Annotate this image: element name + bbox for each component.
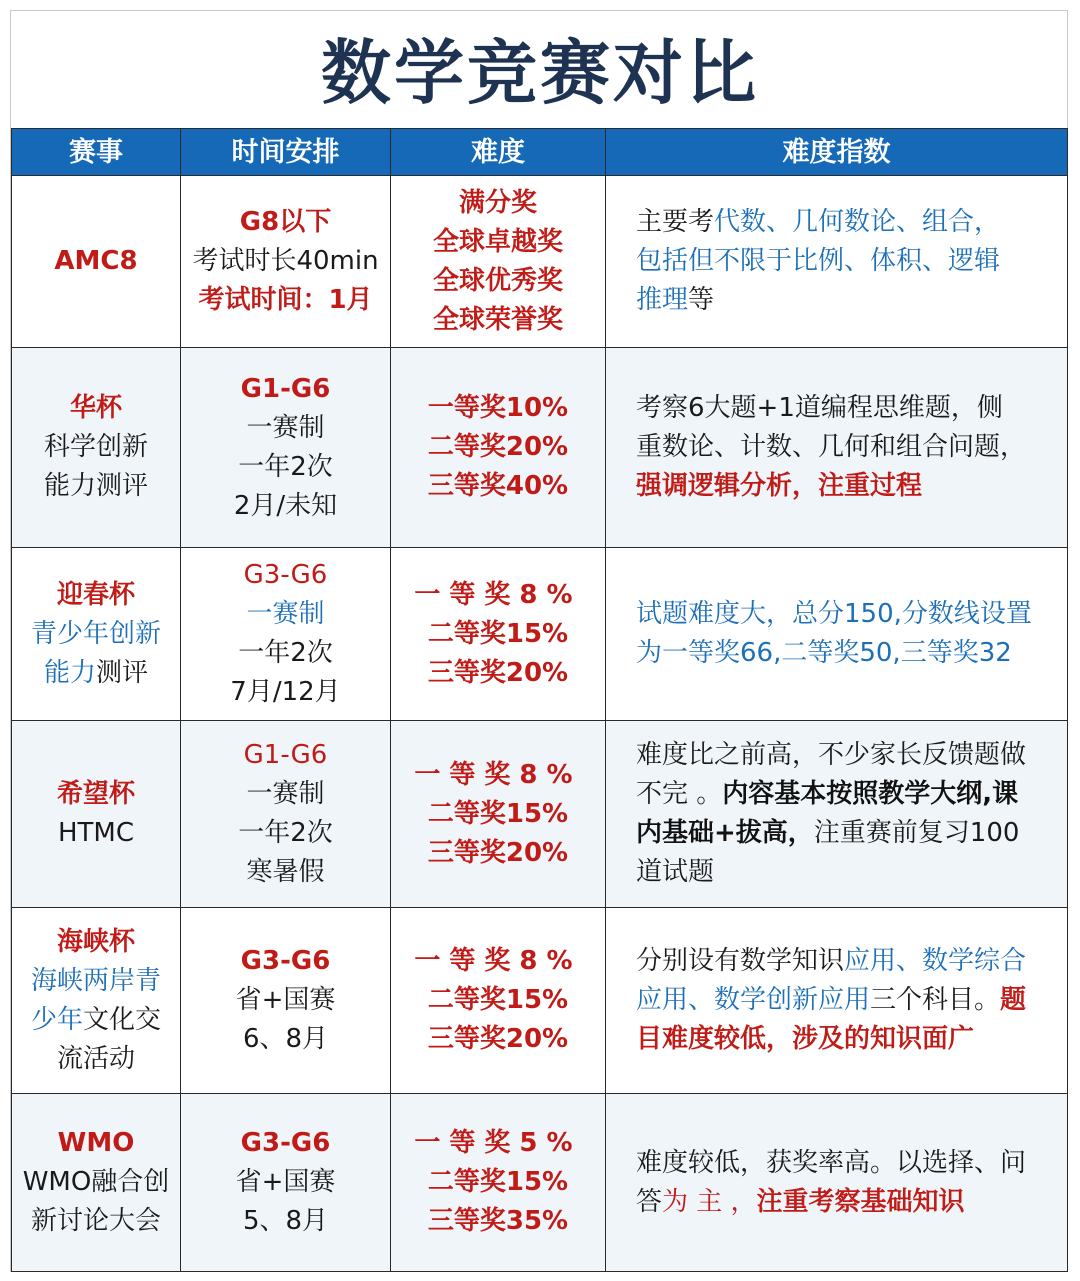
event-name: 迎春杯 青少年创新 能力测评 [12,548,181,721]
table-row-wmo [12,1094,1068,1272]
table-row-huabei [12,348,1068,548]
schedule-cell: G1-G6 一赛制 一年2次 2月/未知 [181,348,391,548]
schedule-cell: G1-G6 一赛制 一年2次 寒暑假 [181,721,391,908]
table-row-amc8 [12,176,1068,348]
awards-cell: 一等奖10% 二等奖20% 三等奖40% [391,348,606,548]
header-schedule: 时间安排 [181,129,391,176]
header-difficulty-index: 难度指数 [606,129,1068,176]
page-title: 数学竞赛对比 [321,32,759,114]
awards-cell: 一等奖5% 二等奖15% 三等奖35% [391,1094,606,1272]
description-cell: 难度较低，获奖率高。以选择、问 答为 主 ，注重考察基础知识 [606,1094,1068,1272]
description-cell: 主要考代数、几何数论、组合， 包括但不限于比例、体积、逻辑 推理等 [606,176,1068,348]
awards-cell: 一等奖8% 二等奖15% 三等奖20% [391,721,606,908]
event-name: 希望杯 HTMC [12,721,181,908]
comparison-table [11,128,1068,1272]
schedule-cell: G8以下 考试时长40min 考试时间：1月 [181,176,391,348]
table-header-row [12,129,1068,176]
schedule-cell: G3-G6 一赛制 一年2次 7月/12月 [181,548,391,721]
header-difficulty: 难度 [391,129,606,176]
schedule-cell: G3-G6 省+国赛 5、8月 [181,1094,391,1272]
event-name: 华杯 科学创新 能力测评 [12,348,181,548]
awards-cell: 一等奖8% 二等奖15% 三等奖20% [391,548,606,721]
table-row-haixiabei [12,908,1068,1094]
schedule-cell: G3-G6 省+国赛 6、8月 [181,908,391,1094]
event-name: 海峡杯 海峡两岸青 少年文化交 流活动 [12,908,181,1094]
description-cell: 试题难度大，总分150,分数线设置 为一等奖66,二等奖50,三等奖32 [606,548,1068,721]
description-cell: 分别设有数学知识应用、数学综合 应用、数学创新应用三个科目。题 目难度较低，涉及的知识面广 [606,908,1068,1094]
awards-cell: 一等奖8% 二等奖15% 三等奖20% [391,908,606,1094]
header-event: 赛事 [12,129,181,176]
table-row-xiwangbei [12,721,1068,908]
description-cell: 难度比之前高，不少家长反馈题做 不完 。内容基本按照教学大纲,课 内基础+拔高，注重赛前复习100 道试题 [606,721,1068,908]
event-name: WMO WMO融合创 新讨论大会 [12,1094,181,1272]
awards-cell: 满分奖 全球卓越奖 全球优秀奖 全球荣誉奖 [391,176,606,348]
description-cell: 考察6大题+1道编程思维题，侧 重数论、计数、几何和组合问题， 强调逻辑分析，注重过程 [606,348,1068,548]
table-row-yingchunbei [12,548,1068,721]
event-name: AMC8 [12,176,181,348]
